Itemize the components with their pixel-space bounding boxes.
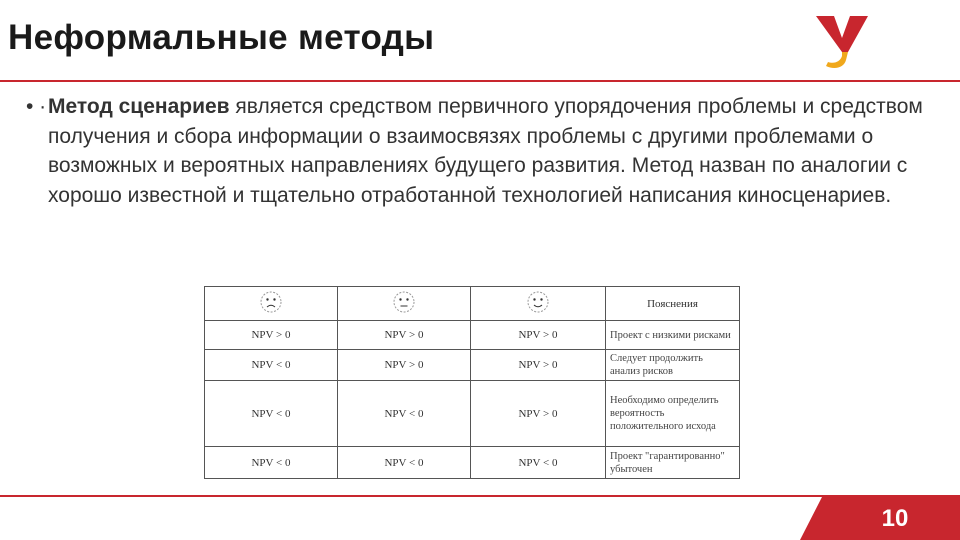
header-cell-realistic <box>338 287 471 321</box>
table-cell: NPV < 0 <box>471 447 606 479</box>
paragraph-text: является средством первичного упорядочения проблемы и средством получения и сбора информации о взаимосвязях проблемы с другими проблемами о возможных и вероятных направлениях будущего развития. Метод назван по аналогии с хорошо известной и тщательно отработанной технологией написания киносценариев. <box>48 95 923 207</box>
table-header-row <box>205 287 740 321</box>
university-logo-icon <box>812 10 874 72</box>
lead-term: Метод сценариев <box>48 95 230 118</box>
table-note-cell: Проект "гарантированно" убыточен <box>606 447 740 479</box>
table-cell: NPV < 0 <box>205 381 338 447</box>
table-row <box>205 447 740 479</box>
header-cell-optimistic <box>471 287 606 321</box>
slide-body <box>26 92 936 210</box>
title-divider <box>0 80 960 82</box>
table-cell: NPV > 0 <box>471 321 606 350</box>
table-cell: NPV > 0 <box>338 321 471 350</box>
neutral-face-icon <box>392 290 416 314</box>
sad-face-icon <box>259 290 283 314</box>
happy-face-icon <box>526 290 550 314</box>
table-note-cell: Следует продолжить анализ рисков <box>606 350 740 381</box>
scenario-table <box>204 286 740 479</box>
table-cell: NPV < 0 <box>338 447 471 479</box>
bullet-paragraph <box>48 92 936 210</box>
table-cell: NPV < 0 <box>205 447 338 479</box>
table-cell: NPV > 0 <box>471 381 606 447</box>
table-cell: NPV > 0 <box>205 321 338 350</box>
header-cell-pessimistic <box>205 287 338 321</box>
table-cell: NPV < 0 <box>205 350 338 381</box>
table-row <box>205 381 740 447</box>
bullet-marker: • · <box>26 95 47 118</box>
table-note-cell: Необходимо определить вероятность положительного исхода <box>606 381 740 447</box>
slide-title: Неформальные методы <box>8 18 435 57</box>
table-cell: NPV > 0 <box>471 350 606 381</box>
page-number: 10 <box>881 505 909 532</box>
bullet-item <box>26 92 936 210</box>
header-cell-notes: Пояснения <box>606 287 740 321</box>
table-cell: NPV < 0 <box>338 381 471 447</box>
table-cell: NPV > 0 <box>338 350 471 381</box>
table-row <box>205 350 740 381</box>
table-note-cell: Проект с низкими рисками <box>606 321 740 350</box>
table-row <box>205 321 740 350</box>
